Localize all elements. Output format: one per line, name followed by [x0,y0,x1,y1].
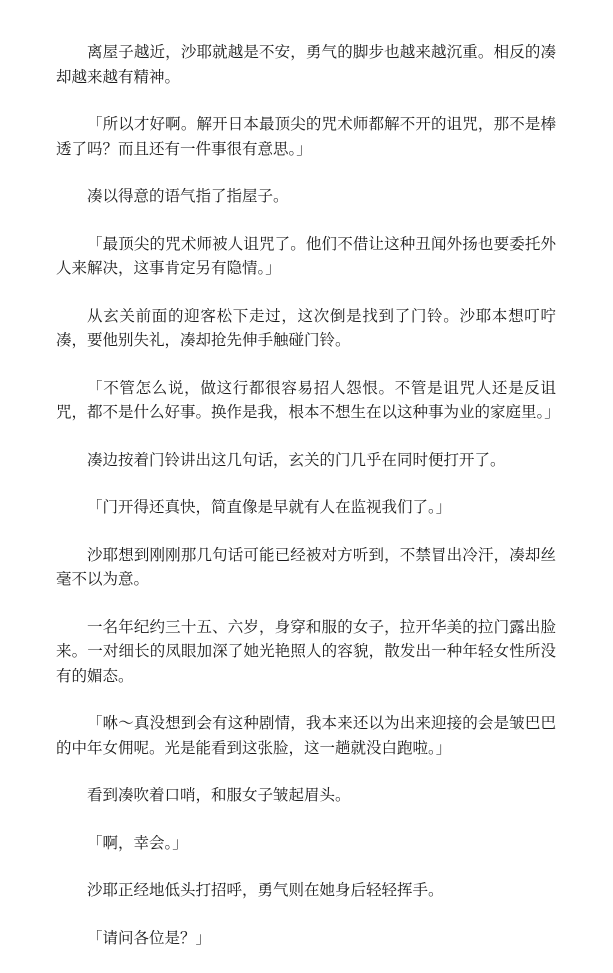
paragraph-11: 「咻～真没想到会有这种剧情，我本来还以为出来迎接的会是皱巴巴的中年女佣呢。光是能看到这张脸，这一趟就没白跑啦。」 [56,714,556,757]
paragraph-3: 凑以得意的语气指了指屋子。 [87,187,289,205]
paragraph-7: 凑边按着门铃讲出这几句话，玄关的门几乎在同时便打开了。 [87,450,506,469]
paragraph-9: 沙耶想到刚刚那几句话可能已经被对方听到，不禁冒出冷汗，凑却丝毫不以为意。 [56,545,556,588]
paragraph-15: 「请问各位是？」 [87,928,212,947]
paragraph-4: 「最顶尖的咒术师被人诅咒了。他们不借让这种丑闻外扬也要委托外人来解决，这事肯定另有隐情。」 [56,234,556,277]
document-page [56,40,560,973]
paragraph-8: 「门开得还真快，简直像是早就有人在监视我们了。」 [87,498,452,516]
paragraph-2: 「所以才好啊。解开日本最顶尖的咒术师都解不开的诅咒，那不是棒透了吗？而且还有一件事很有意思。」 [56,115,556,158]
paragraph-6: 「不管怎么说，做这行都很容易招人怨恨。不管是诅咒人还是反诅咒，都不是什么好事。换作是我，根本不想生在以这种事为业的家庭里。」 [56,378,560,421]
paragraph-14: 沙耶正经地低头打招呼，勇气则在她身后轻轻挥手。 [87,881,444,899]
paragraph-1: 离屋子越近，沙耶就越是不安，勇气的脚步也越来越沉重。相反的凑却越来越有精神。 [56,43,556,86]
paragraph-13: 「啊，幸会。」 [87,833,188,852]
paragraph-10: 一名年纪约三十五、六岁，身穿和服的女子，拉开华美的拉门露出脸来。一对细长的凤眼加深了她光艳照人的容貌，散发出一种年轻女性所没有的媚态。 [56,617,556,685]
paragraph-12: 看到凑吹着口哨，和服女子皱起眉头。 [87,786,351,804]
paragraph-5: 从玄关前面的迎客松下走过，这次倒是找到了门铃。沙耶本想叮咛凑，要他别失礼，凑却抢先伸手触碰门铃。 [56,306,556,349]
